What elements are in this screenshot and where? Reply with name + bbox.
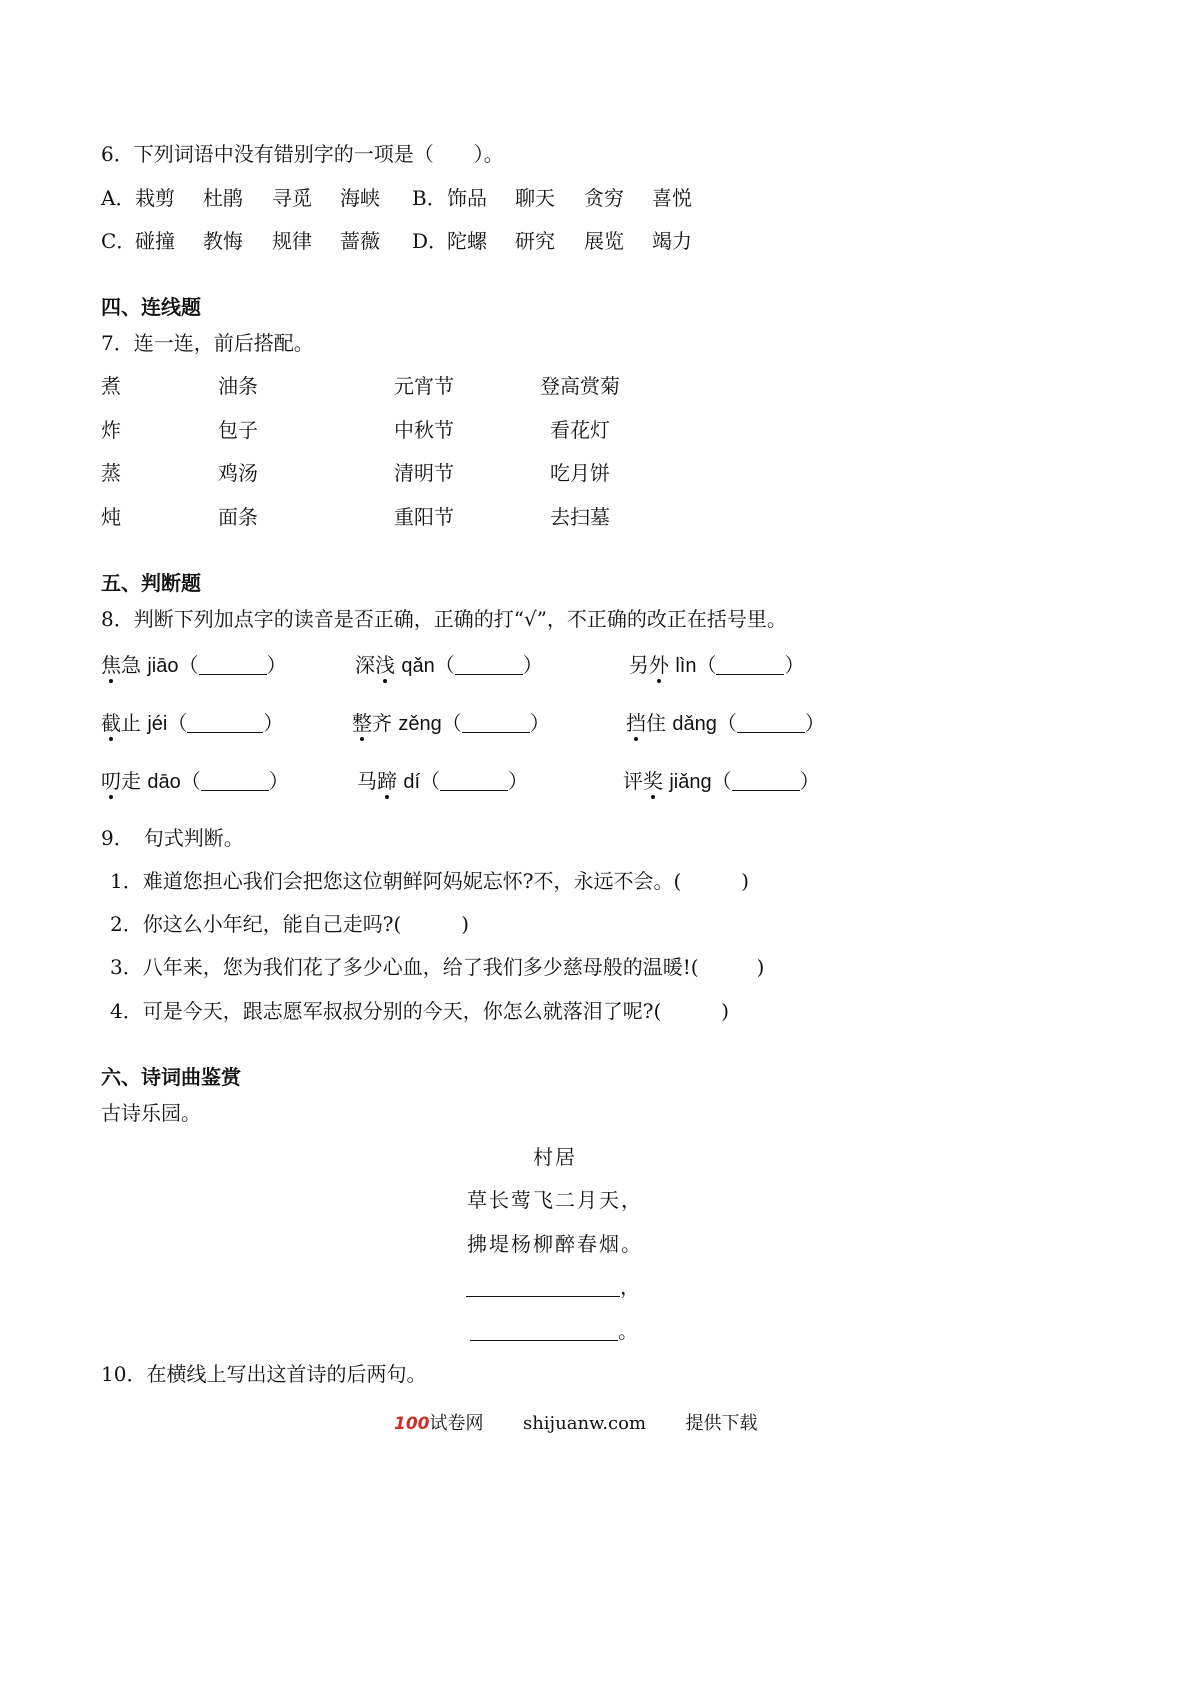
answer-blank[interactable] — [716, 656, 784, 675]
footer — [394, 1415, 758, 1433]
poem-intro: 古诗乐园。 — [101, 1101, 201, 1125]
option-c-word: 规律 — [272, 229, 312, 253]
pinyin-item: 挡住 dǎng（ ） — [626, 711, 825, 735]
answer-blank[interactable] — [732, 772, 800, 791]
section-4-title: 四、连线题 — [101, 295, 201, 319]
option-d-word: 研究 — [515, 229, 555, 253]
option-b-label: B． — [412, 186, 447, 210]
sentence-item: 4．可是今天，跟志愿军叔叔分别的今天，你怎么就落泪了呢?( ) — [110, 999, 730, 1023]
answer-blank[interactable] — [201, 772, 269, 791]
poem-line: 拂堤杨柳醉春烟。 — [467, 1232, 643, 1256]
site-url[interactable]: shijuanw.com — [522, 1413, 647, 1434]
option-a-word: 杜鹃 — [203, 186, 243, 210]
section-6-title: 六、诗词曲鉴赏 — [101, 1065, 241, 1089]
match-item: 炸 — [101, 418, 121, 442]
pinyin-item: 深浅 qǎn（ ） — [355, 653, 543, 677]
match-item: 蒸 — [101, 461, 121, 485]
option-b-word: 贪穷 — [584, 186, 624, 210]
sentence-item: 1．难道您担心我们会把您这位朝鲜阿妈妮忘怀?不，永远不会。( ) — [110, 869, 750, 893]
option-c-label: C． — [101, 229, 137, 253]
option-d-word: 竭力 — [652, 229, 692, 253]
option-a-word: 栽剪 — [135, 186, 175, 210]
option-d-word: 展览 — [584, 229, 624, 253]
sentence-item: 2．你这么小年纪，能自己走吗?( ) — [110, 912, 470, 936]
answer-blank[interactable] — [187, 714, 263, 733]
pinyin-item: 截止 jéi（ ） — [101, 711, 284, 735]
site-logo: 100 — [394, 1414, 430, 1434]
pinyin-item: 焦急 jiāo（ ） — [101, 653, 287, 677]
match-item: 煮 — [101, 374, 121, 398]
option-a-word: 海峡 — [340, 186, 380, 210]
pinyin-item: 整齐 zěng（ ） — [352, 711, 550, 735]
pinyin-item: 马蹄 dí（ ） — [357, 769, 529, 793]
option-c-word: 蔷薇 — [340, 229, 380, 253]
poem-blank-line: ， — [466, 1277, 640, 1297]
match-item: 清明节 — [394, 461, 454, 485]
answer-blank[interactable] — [470, 1322, 618, 1341]
section-5-title: 五、判断题 — [101, 571, 201, 595]
question-6-stem: 6．下列词语中没有错别字的一项是（ ）。 — [101, 142, 504, 166]
option-b-word: 聊天 — [515, 186, 555, 210]
match-item: 元宵节 — [394, 374, 454, 398]
pinyin-item: 叨走 dāo（ ） — [101, 769, 289, 793]
answer-blank[interactable] — [440, 772, 508, 791]
match-item: 中秋节 — [394, 418, 454, 442]
match-item: 包子 — [218, 418, 258, 442]
poem-line: 草长莺飞二月天， — [467, 1188, 643, 1212]
match-item: 鸡汤 — [218, 461, 258, 485]
pinyin-item: 另外 lìn（ ） — [629, 653, 805, 677]
answer-blank[interactable] — [455, 656, 523, 675]
option-c-word: 碰撞 — [135, 229, 175, 253]
answer-blank[interactable] — [199, 656, 267, 675]
footer-tagline: 提供下载 — [685, 1413, 758, 1434]
site-name: 试卷网 — [429, 1413, 484, 1434]
answer-blank[interactable] — [737, 714, 805, 733]
option-b-word: 喜悦 — [652, 186, 692, 210]
question-9-stem: 9． 句式判断。 — [101, 826, 244, 850]
pinyin-item: 评奖 jiǎng（ ） — [623, 769, 820, 793]
option-c-word: 教悔 — [203, 229, 243, 253]
question-7-stem: 7．连一连，前后搭配。 — [101, 331, 314, 355]
option-a-word: 寻觅 — [272, 186, 312, 210]
sentence-item: 3．八年来，您为我们花了多少心血，给了我们多少慈母般的温暖!( ) — [110, 955, 765, 979]
match-item: 面条 — [218, 505, 258, 529]
match-item: 看花灯 — [550, 418, 610, 442]
question-10-stem: 10．在横线上写出这首诗的后两句。 — [101, 1362, 427, 1386]
option-d-word: 陀螺 — [447, 229, 487, 253]
poem-title: 村居 — [533, 1145, 577, 1169]
match-item: 炖 — [101, 505, 121, 529]
match-item: 登高赏菊 — [540, 374, 620, 398]
answer-blank[interactable] — [466, 1278, 620, 1297]
answer-blank[interactable] — [462, 714, 530, 733]
option-a-label: A． — [101, 186, 136, 210]
option-d-label: D． — [412, 229, 449, 253]
match-item: 重阳节 — [394, 505, 454, 529]
match-item: 油条 — [218, 374, 258, 398]
match-item: 吃月饼 — [550, 461, 610, 485]
match-item: 去扫墓 — [550, 505, 610, 529]
poem-blank-line: 。 — [470, 1321, 638, 1341]
option-b-word: 饰品 — [447, 186, 487, 210]
question-8-stem: 8．判断下列加点字的读音是否正确，正确的打“√”，不正确的改正在括号里。 — [101, 607, 787, 631]
